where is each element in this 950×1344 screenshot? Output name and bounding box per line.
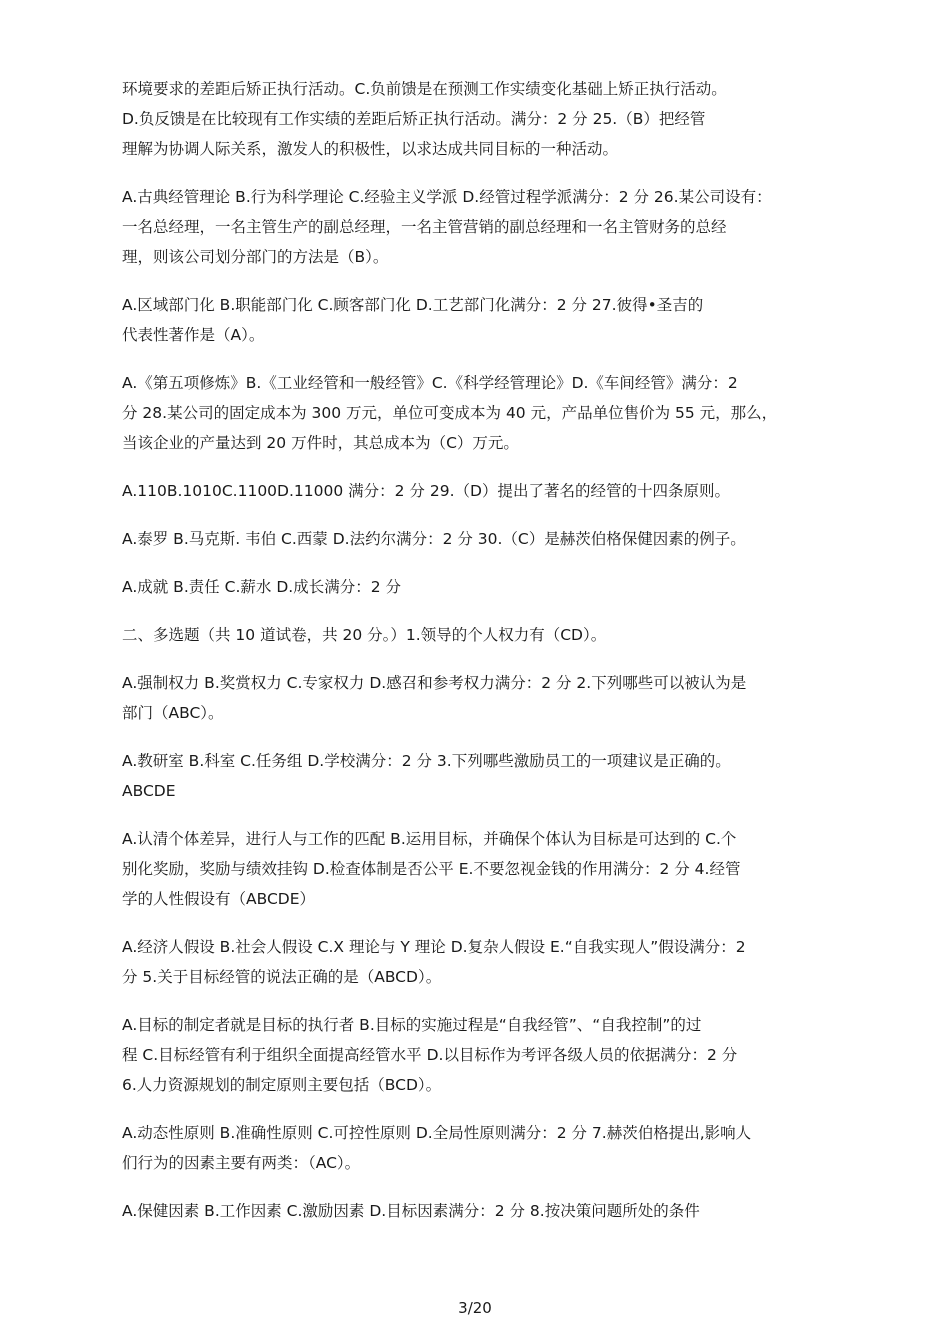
text-line: A.教研室 B.科室 C.任务组 D.学校满分：2 分 3.下列哪些激励员工的一项建议是正确的。 <box>122 752 731 770</box>
paragraph-3 <box>122 290 838 350</box>
paragraph-1 <box>122 74 838 164</box>
text-line: 部门（ABC）。 <box>122 704 224 722</box>
section-heading-multiple-choice <box>122 620 838 650</box>
text-line: D.负反馈是在比较现有工作实绩的差距后矫正执行活动。满分：2 分 25.（B）把经管 <box>122 110 706 128</box>
text-line: 当该企业的产量达到 20 万件时，其总成本为（C）万元。 <box>122 434 519 452</box>
text-line: 分 28.某公司的固定成本为 300 万元，单位可变成本为 40 元，产品单位售价为 55 元，那么， <box>122 404 778 422</box>
text-line: 一名总经理，一名主管生产的副总经理，一名主管营销的副总经理和一名主管财务的总经 <box>122 218 727 236</box>
paragraph-5 <box>122 476 838 506</box>
text-line: 们行为的因素主要有两类：（AC）。 <box>122 1154 361 1172</box>
text-line: 程 C.目标经管有利于组织全面提高经管水平 D.以目标作为考评各级人员的依据满分：2 分 <box>122 1046 738 1064</box>
text-line: A.泰罗 B.马克斯. 韦伯 C.西蒙 D.法约尔满分：2 分 30.（C）是赫茨伯格保健因素的例子。 <box>122 530 746 548</box>
text-line: 别化奖励，奖励与绩效挂钩 D.检查体制是否公平 E.不要忽视金钱的作用满分：2 分 4.经管 <box>122 860 741 878</box>
text-line: A.动态性原则 B.准确性原则 C.可控性原则 D.全局性原则满分：2 分 7.赫茨伯格提出,影响人 <box>122 1124 752 1142</box>
paragraph-4 <box>122 368 838 458</box>
text-line: A.认清个体差异，进行人与工作的匹配 B.运用目标，并确保个体认为目标是可达到的 C.个 <box>122 830 737 848</box>
text-line: ABCDE <box>122 782 176 800</box>
text-line: A.区域部门化 B.职能部门化 C.顾客部门化 D.工艺部门化满分：2 分 27.彼得•圣吉的 <box>122 296 704 314</box>
text-line: A.目标的制定者就是目标的执行者 B.目标的实施过程是“自我经管”、“自我控制”的过 <box>122 1016 702 1034</box>
paragraph-2 <box>122 182 838 272</box>
text-line: 6.人力资源规划的制定原则主要包括（BCD）。 <box>122 1076 442 1094</box>
paragraph-10 <box>122 746 838 806</box>
paragraph-9 <box>122 668 838 728</box>
page-number: 3/20 <box>458 1299 492 1317</box>
text-line: 理解为协调人际关系，激发人的积极性，以求达成共同目标的一种活动。 <box>122 140 619 158</box>
text-line: 分 5.关于目标经管的说法正确的是（ABCD）。 <box>122 968 442 986</box>
text-line: A.强制权力 B.奖赏权力 C.专家权力 D.感召和参考权力满分：2 分 2.下列哪些可以被认为是 <box>122 674 747 692</box>
text-line: A.经济人假设 B.社会人假设 C.X 理论与 Y 理论 D.复杂人假设 E.“自我实现人”假设满分：2 <box>122 938 746 956</box>
document-body <box>122 74 838 1244</box>
paragraph-14 <box>122 1118 838 1178</box>
paragraph-6 <box>122 524 838 554</box>
text-line: 二、多选题（共 10 道试卷，共 20 分。）1.领导的个人权力有（CD）。 <box>122 626 607 644</box>
text-line: A.古典经管理论 B.行为科学理论 C.经验主义学派 D.经管过程学派满分：2 分 26.某公司设有： <box>122 188 772 206</box>
text-line: A.110B.1010C.1100D.11000 满分：2 分 29.（D）提出了著名的经管的十四条原则。 <box>122 482 730 500</box>
text-line: A.《第五项修炼》B.《工业经管和一般经管》C.《科学经管理论》D.《车间经管》满分：2 <box>122 374 738 392</box>
text-line: 学的人性假设有（ABCDE） <box>122 890 316 908</box>
text-line: 代表性著作是（A）。 <box>122 326 265 344</box>
paragraph-7 <box>122 572 838 602</box>
paragraph-12 <box>122 932 838 992</box>
text-line: 理，则该公司划分部门的方法是（B）。 <box>122 248 389 266</box>
text-line: A.保健因素 B.工作因素 C.激励因素 D.目标因素满分：2 分 8.按决策问题所处的条件 <box>122 1202 700 1220</box>
paragraph-13 <box>122 1010 838 1100</box>
text-line: A.成就 B.责任 C.薪水 D.成长满分：2 分 <box>122 578 402 596</box>
paragraph-15 <box>122 1196 838 1226</box>
text-line: 环境要求的差距后矫正执行活动。C.负前馈是在预测工作实绩变化基础上矫正执行活动。 <box>122 80 727 98</box>
paragraph-11 <box>122 824 838 914</box>
